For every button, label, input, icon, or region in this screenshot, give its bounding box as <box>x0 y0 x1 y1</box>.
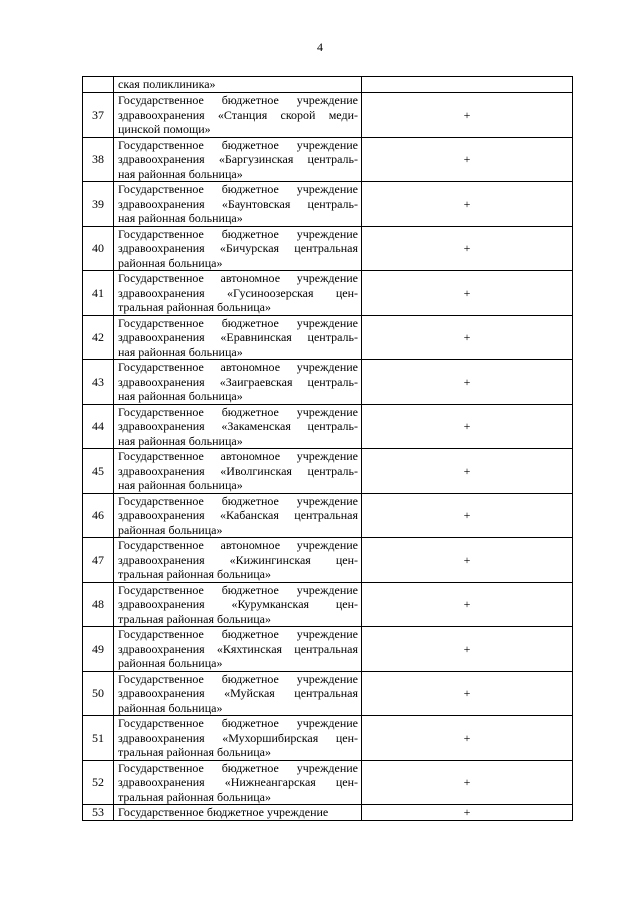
row-number: 49 <box>83 627 114 672</box>
inclusion-mark: + <box>362 226 573 271</box>
institution-name-line: здравоохранения «Муйская центральная <box>118 686 358 700</box>
institution-name <box>114 226 362 271</box>
table-row <box>83 77 573 93</box>
row-number: 41 <box>83 271 114 316</box>
table-row <box>83 805 573 821</box>
institution-name <box>114 760 362 805</box>
table-row <box>83 582 573 627</box>
institution-name-line: цинской помощи» <box>118 122 211 136</box>
institution-name-line: Государственное автономное учреждение <box>118 538 358 552</box>
institution-name-line: здравоохранения «Еравнинская централь- <box>118 330 358 344</box>
institution-name <box>114 582 362 627</box>
inclusion-mark: + <box>362 582 573 627</box>
institution-name-line: Государственное бюджетное учреждение <box>118 760 358 775</box>
institution-name-line: Государственное бюджетное учреждение <box>118 716 358 730</box>
institution-name-line: тральная районная больница» <box>118 611 271 626</box>
institution-name <box>114 671 362 716</box>
row-number: 51 <box>83 716 114 761</box>
table-row <box>83 93 573 138</box>
institution-name-line: здравоохранения «Иволгинская централь- <box>118 463 358 478</box>
institution-name <box>114 805 362 821</box>
inclusion-mark: + <box>362 716 573 761</box>
inclusion-mark: + <box>362 360 573 405</box>
row-number: 44 <box>83 404 114 449</box>
institution-name-line: Государственное бюджетное учреждение <box>118 805 329 819</box>
institution-name-line: Государственное бюджетное учреждение <box>118 493 358 508</box>
institution-name-line: Государственное бюджетное учреждение <box>118 671 358 686</box>
row-number: 37 <box>83 93 114 138</box>
institution-name-line: ная районная больница» <box>118 211 243 225</box>
institution-name <box>114 449 362 494</box>
institution-name-line: ская поликлиника» <box>118 77 216 92</box>
table-row <box>83 627 573 672</box>
institution-name-line: ная районная больница» <box>118 433 243 448</box>
institution-name <box>114 137 362 182</box>
institution-name-line: здравоохранения «Гусиноозерская цен- <box>118 285 358 300</box>
inclusion-mark: + <box>362 449 573 494</box>
inclusion-mark: + <box>362 182 573 227</box>
inclusion-mark: + <box>362 493 573 538</box>
institution-name <box>114 627 362 672</box>
row-number: 39 <box>83 182 114 227</box>
table-row <box>83 271 573 316</box>
row-number: 48 <box>83 582 114 627</box>
institution-name-line: здравоохранения «Станция скорой меди- <box>118 107 358 122</box>
institution-name-line: здравоохранения «Кижингинская цен- <box>118 552 358 567</box>
row-number: 47 <box>83 538 114 583</box>
inclusion-mark: + <box>362 93 573 138</box>
institution-name-line: Государственное автономное учреждение <box>118 360 358 374</box>
institution-name-line: здравоохранения «Закаменская централь- <box>118 419 358 433</box>
institution-name-line: ная районная больница» <box>118 166 243 181</box>
table-row <box>83 760 573 805</box>
institution-name-line: ная районная больница» <box>118 344 243 359</box>
table-row <box>83 449 573 494</box>
institution-name-line: Государственное бюджетное учреждение <box>118 93 358 107</box>
institution-name-line: Государственное бюджетное учреждение <box>118 182 358 196</box>
institution-name-line: здравоохранения «Бичурская центральная <box>118 241 358 255</box>
inclusion-mark: + <box>362 627 573 672</box>
row-number: 53 <box>83 805 114 821</box>
institution-name-line: тральная районная больница» <box>118 789 271 804</box>
inclusion-mark: + <box>362 404 573 449</box>
institution-name-line: районная больница» <box>118 700 223 715</box>
institution-name-line: Государственное автономное учреждение <box>118 449 358 463</box>
institution-name-line: тральная районная больница» <box>118 567 271 581</box>
row-number: 45 <box>83 449 114 494</box>
institution-name-line: Государственное бюджетное учреждение <box>118 315 358 330</box>
row-number: 52 <box>83 760 114 805</box>
institution-name <box>114 77 362 93</box>
institution-name-line: тральная районная больница» <box>118 745 271 759</box>
institution-name-line: Государственное автономное учреждение <box>118 271 358 285</box>
page-number: 4 <box>317 40 323 54</box>
institution-name-line: здравоохранения «Нижнеангарская цен- <box>118 775 358 789</box>
row-number: 43 <box>83 360 114 405</box>
institution-name-line: здравоохранения «Мухоршибирская цен- <box>118 730 358 745</box>
institution-name <box>114 315 362 360</box>
row-number: 38 <box>83 137 114 182</box>
institution-name-line: здравоохранения «Кяхтинская центральная <box>118 641 358 656</box>
institution-name <box>114 538 362 583</box>
table-row <box>83 538 573 583</box>
inclusion-mark: + <box>362 137 573 182</box>
row-number: 42 <box>83 315 114 360</box>
table-row <box>83 716 573 761</box>
institution-name <box>114 182 362 227</box>
table-row <box>83 182 573 227</box>
table-row <box>83 404 573 449</box>
institution-name <box>114 360 362 405</box>
institution-name <box>114 404 362 449</box>
institution-name-line: тральная районная больница» <box>118 300 271 314</box>
institution-name-line: здравоохранения «Баргузинская централь- <box>118 152 358 166</box>
inclusion-mark: + <box>362 271 573 316</box>
table-body <box>83 77 573 821</box>
institution-name <box>114 716 362 761</box>
inclusion-mark: + <box>362 315 573 360</box>
institution-name <box>114 271 362 316</box>
table-row <box>83 671 573 716</box>
institution-name-line: ная районная больница» <box>118 389 243 403</box>
institution-name-line: здравоохранения «Кабанская центральная <box>118 508 358 522</box>
table-row <box>83 493 573 538</box>
inclusion-mark: + <box>362 671 573 716</box>
institution-name-line: районная больница» <box>118 656 223 670</box>
institution-name-line: здравоохранения «Заиграевская централь- <box>118 374 358 389</box>
institution-name-line: здравоохранения «Баунтовская централь- <box>118 196 358 211</box>
table-row <box>83 315 573 360</box>
inclusion-mark <box>362 77 573 93</box>
institution-name-line: районная больница» <box>118 255 223 270</box>
institution-name <box>114 93 362 138</box>
institution-name-line: Государственное бюджетное учреждение <box>118 582 358 597</box>
row-number: 40 <box>83 226 114 271</box>
institution-name-line: районная больница» <box>118 522 223 537</box>
institution-name-line: Государственное бюджетное учреждение <box>118 137 358 152</box>
institutions-table <box>82 76 573 821</box>
inclusion-mark: + <box>362 760 573 805</box>
institution-name-line: Государственное бюджетное учреждение <box>118 226 358 241</box>
table-row <box>83 226 573 271</box>
table-row <box>83 360 573 405</box>
inclusion-mark: + <box>362 805 573 821</box>
institution-name-line: Государственное бюджетное учреждение <box>118 404 358 419</box>
institution-name-line: Государственное бюджетное учреждение <box>118 627 358 641</box>
institution-name-line: ная районная больница» <box>118 478 243 492</box>
inclusion-mark: + <box>362 538 573 583</box>
row-number: 46 <box>83 493 114 538</box>
institution-name <box>114 493 362 538</box>
row-number <box>83 77 114 93</box>
row-number: 50 <box>83 671 114 716</box>
institution-name-line: здравоохранения «Курумканская цен- <box>118 597 358 611</box>
table-row <box>83 137 573 182</box>
